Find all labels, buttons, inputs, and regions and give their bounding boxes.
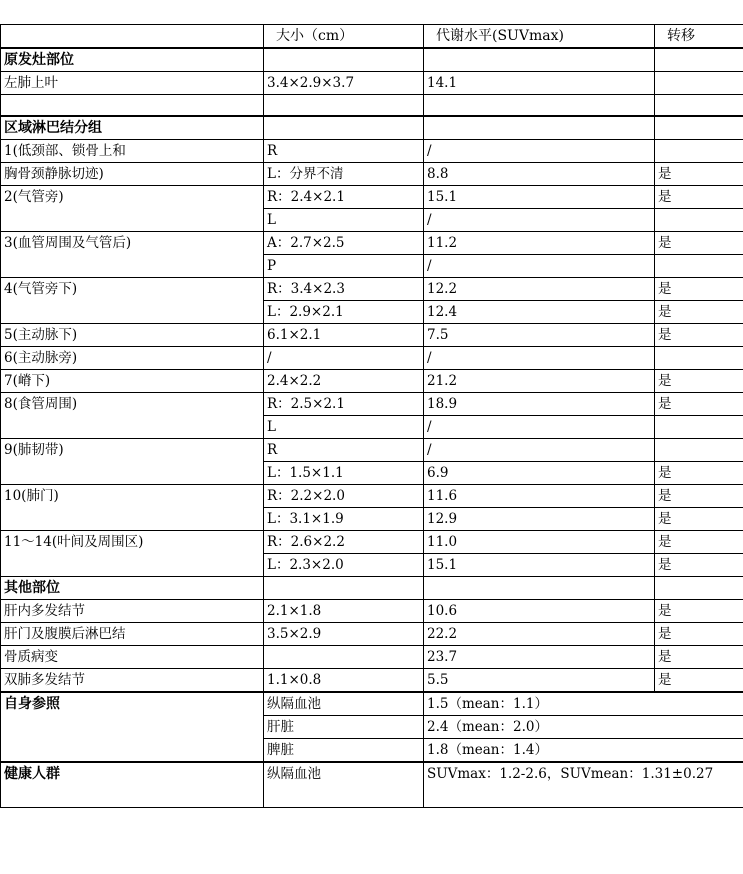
table-cell: / — [424, 209, 655, 232]
table-cell: 是 — [655, 186, 743, 209]
empty-cell — [655, 116, 743, 140]
table-row — [1, 278, 743, 301]
table-cell: 14.1 — [424, 72, 655, 95]
table-cell: 2.4×2.2 — [264, 370, 424, 393]
table-cell: 脾脏 — [264, 739, 424, 763]
table-cell — [264, 646, 424, 669]
table-cell: P — [264, 255, 424, 278]
table-cell: 2.4（mean：2.0） — [424, 716, 743, 739]
section-title: 原发灶部位 — [1, 48, 264, 72]
table-cell: 是 — [655, 554, 743, 577]
table-row — [1, 762, 743, 808]
table-cell: 是 — [655, 485, 743, 508]
table-cell: 是 — [655, 646, 743, 669]
table-cell — [655, 72, 743, 95]
empty-cell — [424, 95, 655, 117]
node-station: 8(食管周围) — [1, 393, 264, 439]
node-station: 6(主动脉旁) — [1, 347, 264, 370]
table-cell: 是 — [655, 393, 743, 416]
table-cell: 是 — [655, 232, 743, 255]
section-row — [1, 577, 743, 600]
table-cell: L — [264, 416, 424, 439]
column-header: 代谢水平(SUVmax) — [424, 25, 655, 49]
empty-cell — [655, 95, 743, 117]
node-station: 9(肺韧带) — [1, 439, 264, 485]
table-cell: R：2.2×2.0 — [264, 485, 424, 508]
table-cell: 23.7 — [424, 646, 655, 669]
empty-cell — [264, 116, 424, 140]
node-station: 7(嵴下) — [1, 370, 264, 393]
empty-cell — [264, 95, 424, 117]
table-cell: 左肺上叶 — [1, 72, 264, 95]
table-cell: 肝门及腹膜后淋巴结 — [1, 623, 264, 646]
empty-cell — [655, 577, 743, 600]
table-cell: 12.2 — [424, 278, 655, 301]
table-cell: 纵隔血池 — [264, 692, 424, 716]
table-cell: 是 — [655, 163, 743, 186]
table-cell — [655, 416, 743, 439]
column-header — [1, 25, 264, 49]
table-row — [1, 163, 743, 186]
data-sheet — [0, 24, 742, 808]
table-row — [1, 485, 743, 508]
node-station: 3(血管周围及气管后) — [1, 232, 264, 278]
table-cell: 1.1×0.8 — [264, 669, 424, 693]
table-cell: 双肺多发结节 — [1, 669, 264, 693]
table-cell: L：2.3×2.0 — [264, 554, 424, 577]
section-row — [1, 116, 743, 140]
table-cell: R：2.4×2.1 — [264, 186, 424, 209]
table-cell — [655, 209, 743, 232]
spacer-row — [1, 95, 743, 117]
empty-cell — [264, 577, 424, 600]
table-row — [1, 347, 743, 370]
section-title: 健康人群 — [1, 762, 264, 808]
empty-cell — [655, 48, 743, 72]
table-row — [1, 393, 743, 416]
table-cell: / — [424, 140, 655, 163]
section-title: 区域淋巴结分组 — [1, 116, 264, 140]
table-cell: L：3.1×1.9 — [264, 508, 424, 531]
table-cell: 18.9 — [424, 393, 655, 416]
table-cell: 3.5×2.9 — [264, 623, 424, 646]
table-row — [1, 600, 743, 623]
table-cell: L：分界不清 — [264, 163, 424, 186]
table-cell: 6.1×2.1 — [264, 324, 424, 347]
suv-table — [0, 24, 743, 808]
section-title: 自身参照 — [1, 692, 264, 762]
table-row — [1, 669, 743, 693]
table-row — [1, 370, 743, 393]
table-cell: 15.1 — [424, 186, 655, 209]
table-cell: 肝脏 — [264, 716, 424, 739]
table-cell — [655, 140, 743, 163]
table-cell: 5.5 — [424, 669, 655, 693]
table-row — [1, 692, 743, 716]
table-cell: / — [424, 416, 655, 439]
table-cell: 是 — [655, 623, 743, 646]
table-cell: R：3.4×2.3 — [264, 278, 424, 301]
header-row — [1, 25, 743, 49]
table-cell: 3.4×2.9×3.7 — [264, 72, 424, 95]
table-cell: 2.1×1.8 — [264, 600, 424, 623]
table-cell: L：1.5×1.1 — [264, 462, 424, 485]
table-cell: 是 — [655, 370, 743, 393]
empty-cell — [424, 577, 655, 600]
table-row — [1, 140, 743, 163]
table-cell: 是 — [655, 669, 743, 693]
table-cell: L — [264, 209, 424, 232]
table-cell: R：2.6×2.2 — [264, 531, 424, 554]
table-cell: / — [424, 347, 655, 370]
node-station: 5(主动脉下) — [1, 324, 264, 347]
table-row — [1, 232, 743, 255]
table-cell: 6.9 — [424, 462, 655, 485]
table-cell: L：2.9×2.1 — [264, 301, 424, 324]
table-cell: 是 — [655, 324, 743, 347]
table-body — [1, 25, 743, 808]
table-cell — [655, 439, 743, 462]
table-cell: 8.8 — [424, 163, 655, 186]
node-station: 1(低颈部、锁骨上和 — [1, 140, 264, 163]
node-station: 4(气管旁下) — [1, 278, 264, 324]
table-cell: 21.2 — [424, 370, 655, 393]
table-cell: 15.1 — [424, 554, 655, 577]
table-cell: SUVmax：1.2-2.6，SUVmean：1.31±0.27 — [424, 762, 743, 808]
table-cell — [655, 347, 743, 370]
table-cell: 骨质病变 — [1, 646, 264, 669]
node-station: 2(气管旁) — [1, 186, 264, 232]
table-cell: R — [264, 439, 424, 462]
table-row — [1, 72, 743, 95]
table-row — [1, 439, 743, 462]
table-cell: A：2.7×2.5 — [264, 232, 424, 255]
table-cell: 纵隔血池 — [264, 762, 424, 808]
section-title: 其他部位 — [1, 577, 264, 600]
table-cell: R — [264, 140, 424, 163]
table-cell: 12.9 — [424, 508, 655, 531]
table-cell: 1.8（mean：1.4） — [424, 739, 743, 763]
table-row — [1, 623, 743, 646]
table-cell: 1.5（mean：1.1） — [424, 692, 743, 716]
table-cell: 22.2 — [424, 623, 655, 646]
table-row — [1, 186, 743, 209]
section-row — [1, 48, 743, 72]
empty-cell — [424, 116, 655, 140]
table-cell: 10.6 — [424, 600, 655, 623]
table-cell: 12.4 — [424, 301, 655, 324]
empty-cell — [1, 95, 264, 117]
table-cell: R：2.5×2.1 — [264, 393, 424, 416]
table-cell: 是 — [655, 600, 743, 623]
table-cell — [655, 255, 743, 278]
column-header: 转移 — [655, 25, 743, 49]
node-station: 胸骨颈静脉切迹) — [1, 163, 264, 186]
table-cell: 11.2 — [424, 232, 655, 255]
table-cell: 肝内多发结节 — [1, 600, 264, 623]
table-cell: 是 — [655, 278, 743, 301]
table-cell: 11.6 — [424, 485, 655, 508]
empty-cell — [264, 48, 424, 72]
table-row — [1, 646, 743, 669]
table-cell: / — [424, 439, 655, 462]
table-cell: 7.5 — [424, 324, 655, 347]
node-station: 10(肺门) — [1, 485, 264, 531]
table-cell: 是 — [655, 301, 743, 324]
table-cell: 是 — [655, 462, 743, 485]
table-cell: 是 — [655, 531, 743, 554]
node-station: 11～14(叶间及周围区) — [1, 531, 264, 577]
table-cell: 是 — [655, 508, 743, 531]
table-row — [1, 531, 743, 554]
table-cell: 11.0 — [424, 531, 655, 554]
column-header: 大小（cm） — [264, 25, 424, 49]
table-cell: / — [264, 347, 424, 370]
table-cell: / — [424, 255, 655, 278]
table-row — [1, 324, 743, 347]
empty-cell — [424, 48, 655, 72]
